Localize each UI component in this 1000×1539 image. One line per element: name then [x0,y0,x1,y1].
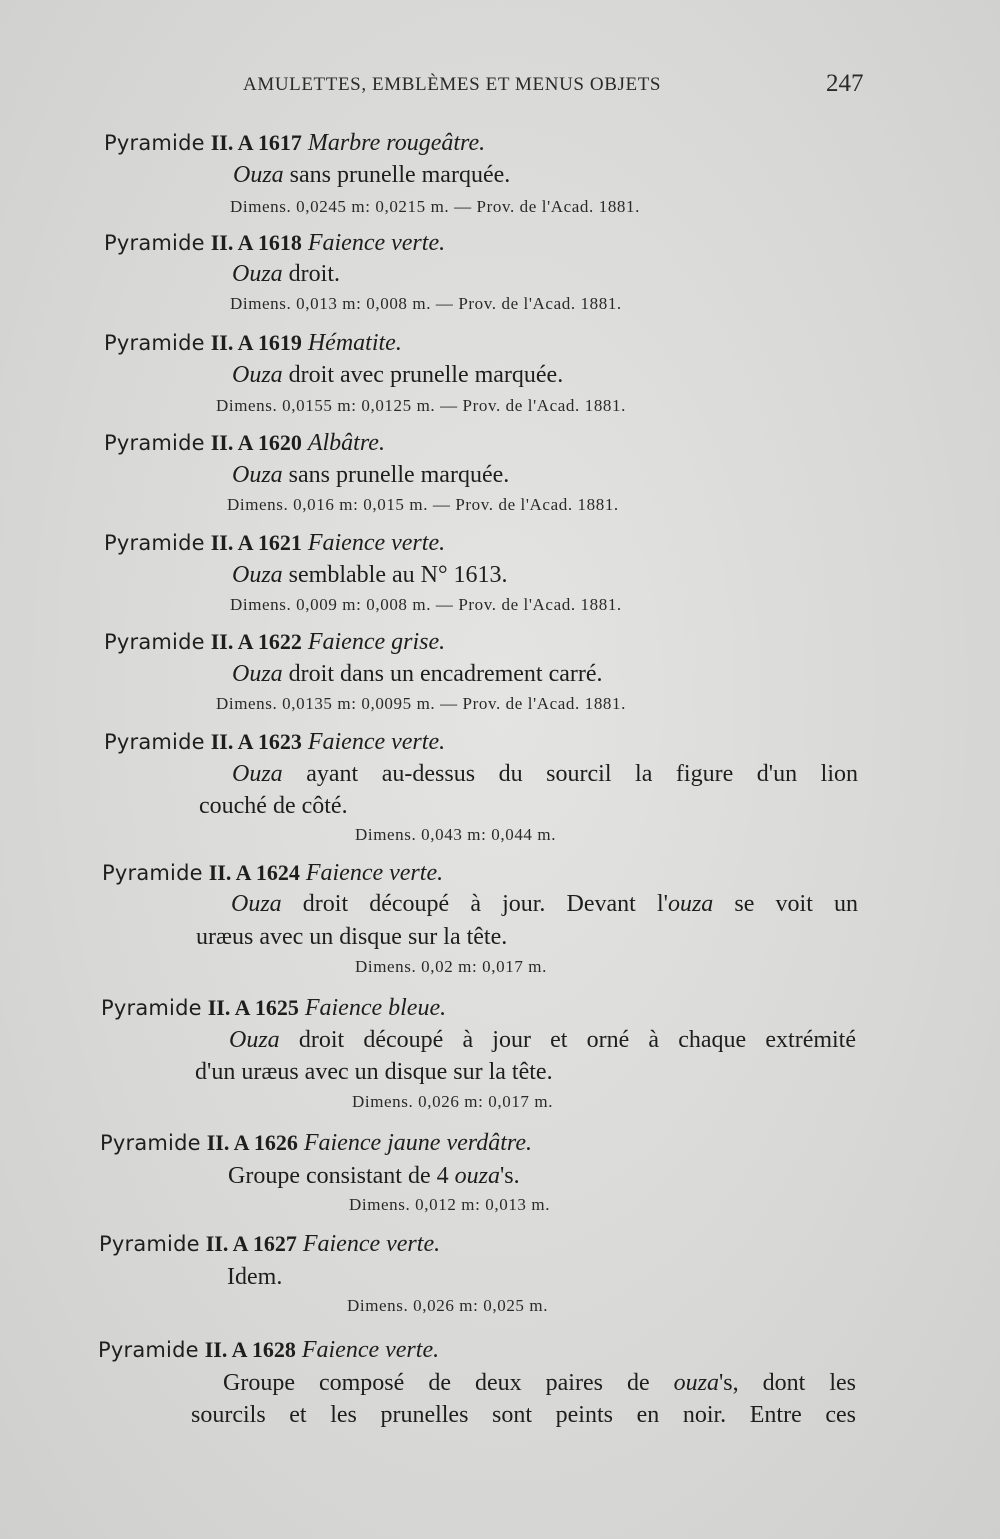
entry-number: II. A 1620 [210,430,302,455]
entry-description-continuation: couché de côté. [199,793,348,819]
entry-dimensions: Dimens. 0,02 m: 0,017 m. [355,957,547,976]
entry-heading [99,1229,440,1259]
entry-material: Faience verte. [305,860,444,886]
entry-label: Pyramide [101,996,202,1020]
ouza-term: Ouza [229,1027,280,1053]
entry-description [228,1160,520,1192]
entry-description [223,1367,856,1399]
entry-dimensions: Dimens. 0,0245 m: 0,0215 m. — Prov. de l'Acad. 1881. [230,197,640,216]
description-text: semblable au N° 1613. [282,562,508,588]
ouza-term: Ouza [232,362,283,388]
entry-description [232,559,508,591]
entry-description [232,658,603,690]
entry-label: Pyramide [104,730,205,754]
description-text: se voit un [713,891,859,917]
entry-label: Pyramide [104,630,205,654]
entry-description-continuation: sourcils et les prunelles sont peints en noir. Entre ces [191,1402,856,1428]
entry-dimensions: Dimens. 0,0155 m: 0,0125 m. — Prov. de l'Acad. 1881. [216,396,626,415]
entry-material: Faience verte. [307,729,446,755]
entry-material: Albâtre. [307,430,385,456]
entry-material: Faience verte. [301,1337,440,1363]
entry-label: Pyramide [102,861,203,885]
ouza-term: ouza [667,891,714,917]
entry-label: Pyramide [104,231,205,255]
entry-number: II. A 1619 [210,330,302,355]
entry-label: Pyramide [104,331,205,355]
entry-heading [100,1128,532,1158]
entry-number: II. A 1625 [207,995,299,1020]
entry-number: II. A 1624 [208,860,300,885]
entry-description [229,1024,856,1056]
description-text: droit avec prunelle marquée. [282,362,564,388]
entry-description-continuation: d'un uræus avec un disque sur la tête. [195,1059,553,1085]
description-text: 's. [499,1163,520,1189]
ouza-term: Ouza [232,562,283,588]
page-header [0,70,1000,104]
entry-number: II. A 1617 [210,130,302,155]
description-text: sans prunelle marquée. [283,162,511,188]
entry-heading [104,627,445,657]
entry-label: Pyramide [104,431,205,455]
entry-material: Hématite. [307,330,402,356]
description-text: Groupe composé de deux paires de [223,1370,674,1396]
entry-heading [101,993,446,1023]
entry-dimensions: Dimens. 0,026 m: 0,025 m. [347,1296,549,1315]
ouza-term: Ouza [231,891,282,917]
entry-description [231,888,858,920]
entry-label: Pyramide [99,1232,200,1256]
description-text: droit découpé à jour. Devant l' [281,891,668,917]
entry-description-continuation: uræus avec un disque sur la tête. [196,924,508,950]
entry-material: Faience grise. [307,629,446,655]
description-text: Groupe consistant de 4 [228,1163,455,1189]
entry-dimensions: Dimens. 0,043 m: 0,044 m. [355,825,557,844]
entry-heading [104,128,485,158]
entry-number: II. A 1618 [210,230,302,255]
entry-heading [102,858,443,888]
entry-material: Marbre rougeâtre. [307,130,486,156]
entry-label: Pyramide [104,131,205,155]
entry-dimensions: Dimens. 0,013 m: 0,008 m. — Prov. de l'Acad. 1881. [230,294,622,313]
entry-description: Idem. [227,1264,283,1290]
entry-description [233,159,510,191]
entry-number: II. A 1621 [210,530,302,555]
entry-label: Pyramide [100,1131,201,1155]
running-title: AMULETTES, EMBLÈMES ET MENUS OBJETS [243,74,662,95]
entry-heading [104,727,445,757]
entry-dimensions: Dimens. 0,012 m: 0,013 m. [349,1195,551,1214]
description-text: ayant au-dessus du sourcil la figure d'un lion [282,761,858,787]
entry-dimensions: Dimens. 0,026 m: 0,017 m. [352,1092,554,1111]
ouza-term: ouza [454,1163,500,1189]
entry-dimensions: Dimens. 0,009 m: 0,008 m. — Prov. de l'Acad. 1881. [230,595,622,614]
entry-dimensions: Dimens. 0,0135 m: 0,0095 m. — Prov. de l'Acad. 1881. [216,694,626,713]
ouza-term: Ouza [232,761,283,787]
entry-number: II. A 1626 [206,1130,298,1155]
entry-heading [104,428,385,458]
entry-description [232,758,858,790]
ouza-term: ouza [673,1370,719,1396]
entry-number: II. A 1622 [210,629,302,654]
entry-label: Pyramide [98,1338,199,1362]
entry-dimensions: Dimens. 0,016 m: 0,015 m. — Prov. de l'Acad. 1881. [227,495,619,514]
entry-description [232,258,340,290]
description-text: droit découpé à jour et orné à chaque extrémité [279,1027,856,1053]
entry-material: Faience bleue. [304,995,447,1021]
entry-description [232,459,509,491]
entry-heading [104,328,402,358]
description-text: 's, dont les [718,1370,856,1396]
ouza-term: Ouza [232,462,283,488]
entry-heading [104,528,445,558]
entry-description [232,359,563,391]
description-text: droit. [282,261,340,287]
entry-number: II. A 1627 [205,1231,297,1256]
ouza-term: Ouza [233,162,284,188]
description-text: droit dans un encadrement carré. [282,661,603,687]
page-number: 247 [826,70,864,97]
description-text: sans prunelle marquée. [282,462,510,488]
entry-material: Faience verte. [302,1231,441,1257]
ouza-term: Ouza [232,261,283,287]
entry-material: Faience verte. [307,230,446,256]
entry-label: Pyramide [104,531,205,555]
entry-heading [104,228,445,258]
ouza-term: Ouza [232,661,283,687]
entry-material: Faience verte. [307,530,446,556]
entry-material: Faience jaune verdâtre. [303,1130,532,1156]
entry-number: II. A 1623 [210,729,302,754]
entry-heading [98,1335,439,1365]
entry-number: II. A 1628 [204,1337,296,1362]
